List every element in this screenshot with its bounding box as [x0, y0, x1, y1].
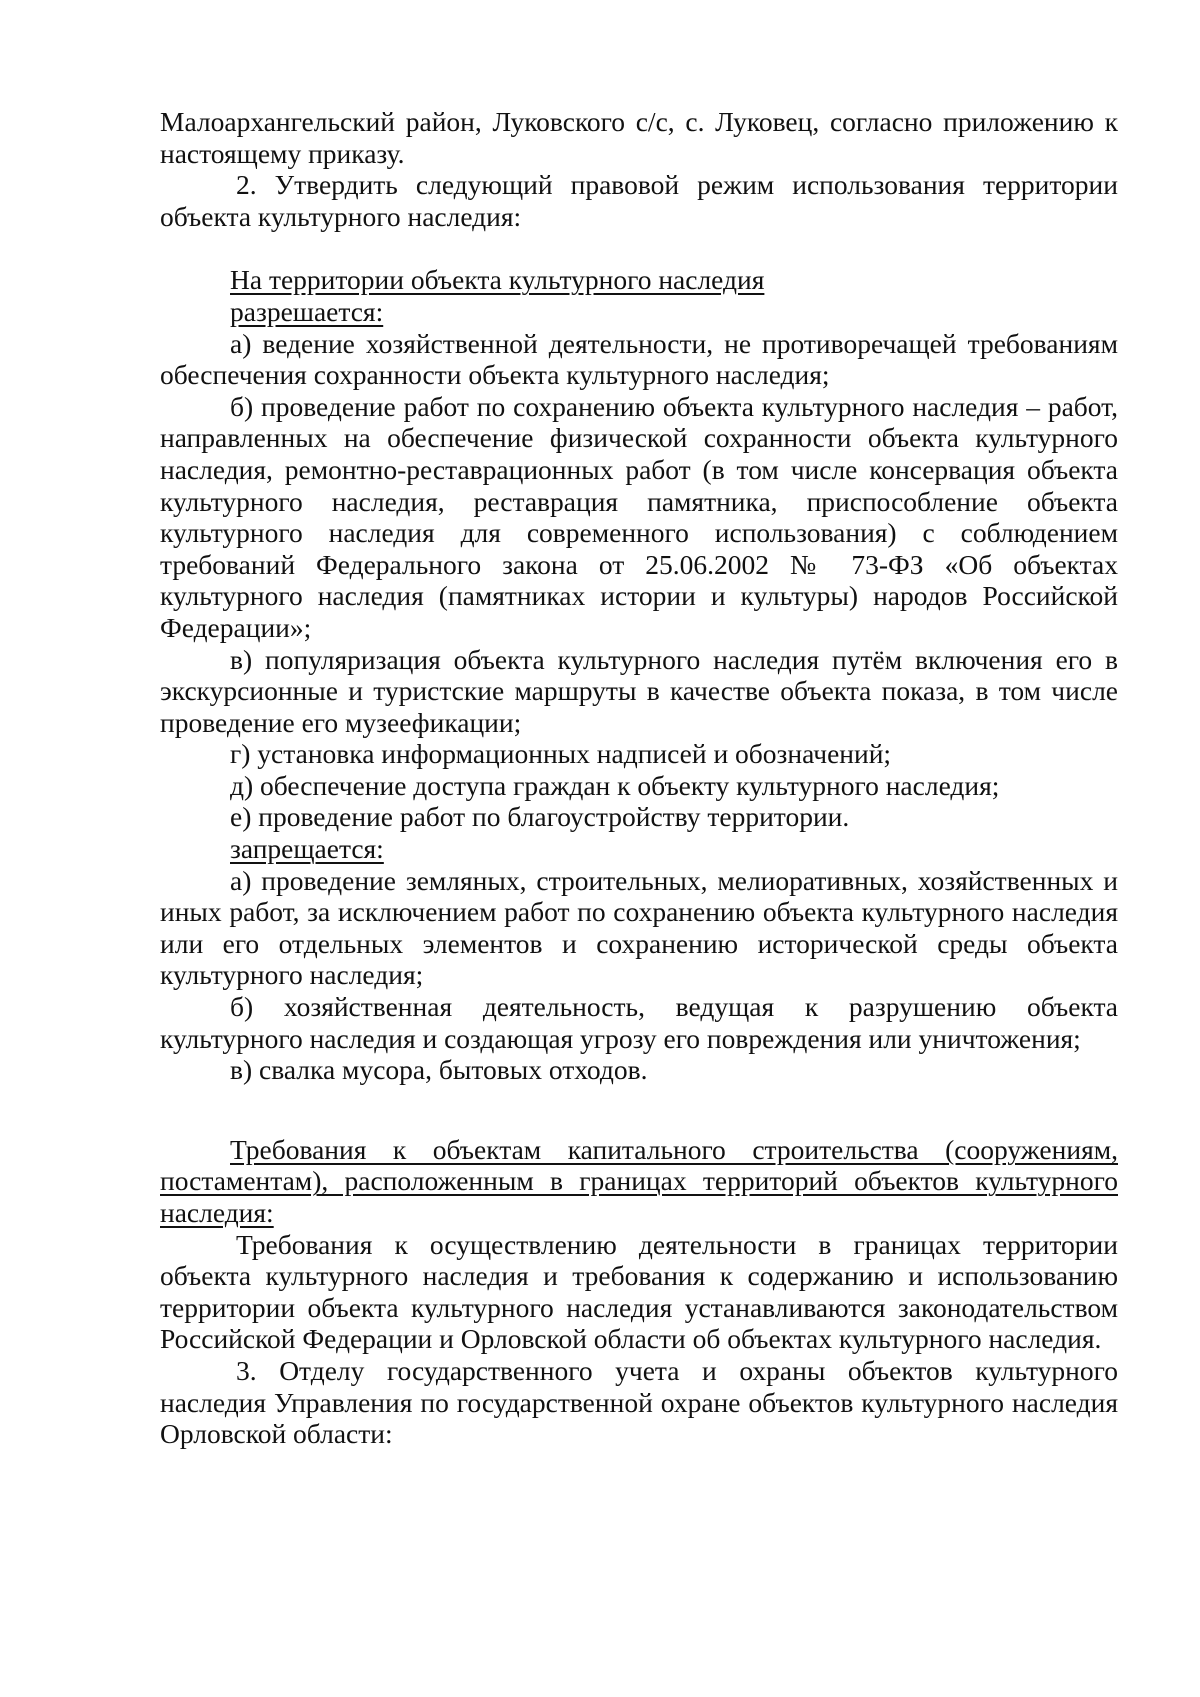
allowed-item-b: б) проведение работ по сохранению объекта культурного наследия – работ, направленных на обеспечение физической сохранности объекта культурного наследия, ремонтно-реставрационных работ (в том числе консервация объекта культурного наследия, реставрация памятника, приспособление объекта культурного наследия для современного использования) с соблюдением требований Федерального закона от 25.06.2002 № 73-ФЗ «Об объектах культурного наследия (памятниках истории и культуры) народов Российской Федерации»; [160, 390, 1118, 643]
spacer [160, 232, 1118, 264]
forbidden-item-v: в) свалка мусора, бытовых отходов. [230, 1054, 648, 1086]
requirements-heading [160, 1134, 1118, 1229]
forbidden-item-b: б) хозяйственная деятельность, ведущая к разрушению объекта культурного наследия и создающая угрозу его повреждения или уничтожения; [160, 991, 1118, 1054]
allowed-item-v: в) популяризация объекта культурного наследия путём включения его в экскурсионные и туристские маршруты в качестве объекта показа, в том числе проведение его музеефикации; [160, 643, 1118, 738]
allowed-label-text: разрешается: [230, 295, 384, 327]
requirements-paragraph: Требования к осуществлению деятельности в границах территории объекта культурного наследия и требования к содержанию и использованию территории объекта культурного наследия устанавливаются законодательством Российской Федерации и Орловской области об объектах культурного наследия. [160, 1228, 1118, 1355]
point-3-paragraph: 3. Отделу государственного учета и охраны объектов культурного наследия Управления по государственной охране объектов культурного наследия Орловской области: [160, 1354, 1118, 1450]
allowed-item-g: г) установка информационных надписей и обозначений; [230, 738, 892, 770]
spacer [160, 1086, 1118, 1134]
allowed-item-e: е) проведение работ по благоустройству территории. [230, 801, 850, 833]
allowed-item-a: а) ведение хозяйственной деятельности, не противоречащей требованиям обеспечения сохранности объекта культурного наследия; [160, 327, 1118, 391]
allowed-item-d: д) обеспечение доступа граждан к объекту культурного наследия; [230, 769, 1000, 801]
allowed-label [160, 296, 1118, 328]
forbidden-item-a: а) проведение земляных, строительных, мелиоративных, хозяйственных и иных работ, за исключением работ по сохранению объекта культурного наследия или его отдельных элементов и сохранению исторической среды объекта культурного наследия; [160, 864, 1118, 991]
territory-heading [160, 264, 1118, 296]
territory-heading-text: На территории объекта культурного наследия [230, 264, 765, 296]
point-2-paragraph: 2. Утвердить следующий правовой режим использования территории объекта культурного наследия: [160, 169, 1118, 232]
document-body [160, 106, 1118, 1450]
intro-paragraph: Малоархангельский район, Луковского с/с, с. Луковец, согласно приложению к настоящему приказу. [160, 106, 1118, 169]
requirements-heading-text: Требования к объектам капитального строительства (сооружениям, постаментам), расположенным в границах территорий объектов культурного наследия: [160, 1133, 1118, 1228]
forbidden-label [160, 833, 1118, 865]
forbidden-label-text: запрещается: [230, 833, 384, 865]
